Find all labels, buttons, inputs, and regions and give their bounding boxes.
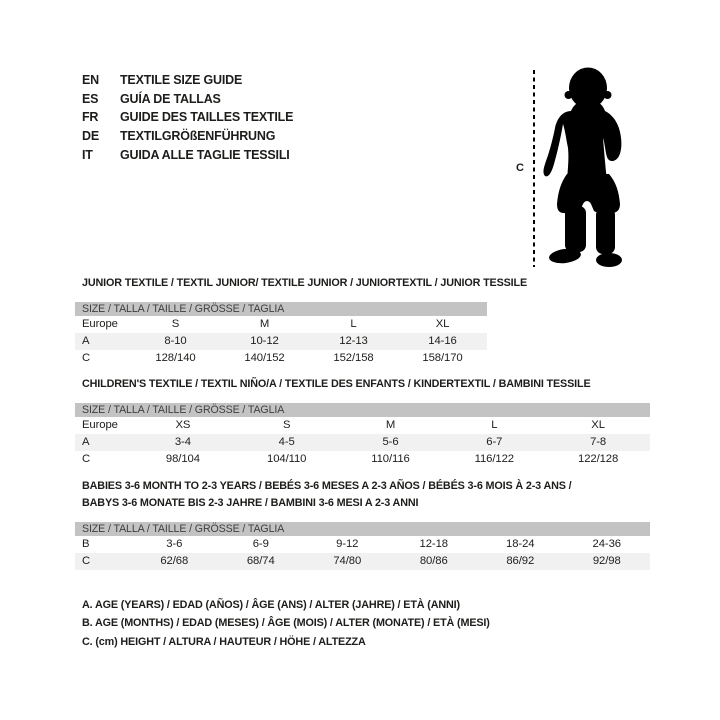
table-cell: 18-24 [506,538,535,550]
language-label: GUÍA DE TALLAS [120,91,221,106]
table-cell: 74/80 [333,555,362,567]
section-title-line1: BABIES 3-6 MONTH TO 2-3 YEARS / BEBÉS 3-6 MESES A 2-3 AÑOS / BÉBÉS 3-6 MOIS À 2-3 ANS / [82,480,572,492]
table-row [75,417,650,434]
footnote-line: A. AGE (YEARS) / EDAD (AÑOS) / ÂGE (ANS) / ALTER (JAHRE) / ETÀ (ANNI) [82,599,460,611]
language-row [82,71,293,90]
table-cell: S [282,419,291,431]
table-cell: S [171,318,180,330]
language-code: ES [82,91,99,106]
table-cell: XS [175,419,191,431]
table-cell: 128/140 [155,352,196,364]
language-list [82,71,293,165]
language-code: FR [82,110,99,125]
row-label: Europe [82,318,118,330]
table-cell: 86/92 [506,555,535,567]
table-header-bar: SIZE / TALLA / TAILLE / GRÖSSE / TAGLIA [75,403,650,417]
language-code: EN [82,73,99,87]
row-label: A [82,335,90,347]
table-cell: 7-8 [590,436,607,448]
table-row [75,553,650,570]
table-header-bar: SIZE / TALLA / TAILLE / GRÖSSE / TAGLIA [75,302,487,316]
junior-size-table [75,316,487,367]
row-label: A [82,436,90,448]
section-babies-textile [75,478,650,570]
table-cell: 12-13 [339,335,368,347]
row-label: C [82,352,91,364]
table-cell: 158/170 [422,352,463,364]
table-cell: 10-12 [250,335,279,347]
height-measure-line [533,70,535,267]
language-row [82,146,293,165]
table-header-bar: SIZE / TALLA / TAILLE / GRÖSSE / TAGLIA [75,522,650,536]
language-label: GUIDA ALLE TAGLIE TESSILI [120,147,290,162]
table-cell: XL [435,318,450,330]
table-cell: 80/86 [419,555,448,567]
toddler-silhouette-icon [541,66,633,270]
figure [515,64,650,276]
table-cell: 4-5 [278,436,295,448]
language-label: TEXTILGRÖßENFÜHRUNG [120,129,276,144]
table-cell: 3-6 [166,538,183,550]
table-row [75,350,487,367]
section-title-wrap [75,478,650,512]
table-cell: 140/152 [244,352,285,364]
row-label: C [82,453,91,465]
babies-size-table [75,536,650,570]
table-cell: 62/68 [160,555,189,567]
section-childrens-textile [75,377,650,468]
language-code: IT [82,147,93,162]
children-size-table [75,417,650,468]
table-cell: L [491,419,498,431]
table-cell: 110/116 [371,453,410,465]
footnote-line: B. AGE (MONTHS) / EDAD (MESES) / ÂGE (MOIS) / ALTER (MONATE) / ETÀ (MESI) [82,617,490,630]
table-cell: M [385,419,396,431]
table-cell: 24-36 [592,538,621,550]
row-label: C [82,555,91,567]
table-row [75,434,650,451]
language-row [82,90,293,109]
language-code: DE [82,129,99,144]
section-title: CHILDREN'S TEXTILE / TEXTIL NIÑO/A / TEXTILE DES ENFANTS / KINDERTEXTIL / BAMBINI TESSILE [82,378,591,390]
section-title-wrap [75,377,650,391]
section-title-line2: BABYS 3-6 MONATE BIS 2-3 JAHRE / BAMBINI 3-6 MESI A 2-3 ANNI [82,497,419,509]
table-cell: 68/74 [246,555,275,567]
footnote-line: C. (cm) HEIGHT / ALTURA / HAUTEUR / HÖHE / ALTEZZA [82,635,366,648]
table-cell: 6-9 [252,538,269,550]
table-row [75,451,650,468]
table-cell: 9-12 [336,538,359,550]
height-measure-label: C [516,162,524,174]
table-cell: 5-6 [382,436,399,448]
footnotes [82,596,490,651]
language-label: TEXTILE SIZE GUIDE [120,73,243,87]
table-cell: XL [591,419,605,431]
row-label: B [82,538,90,550]
table-cell: 8-10 [164,335,187,347]
language-row [82,108,293,127]
table-cell: 3-4 [174,436,191,448]
table-cell: L [350,318,357,330]
language-row [82,127,293,146]
table-cell: 122/128 [578,453,619,465]
language-label: GUIDE DES TAILLES TEXTILE [120,110,294,125]
row-label: Europe [82,419,118,431]
table-cell: 152/158 [333,352,374,364]
section-junior-textile [75,276,528,367]
table-row [75,316,487,333]
table-cell: 104/110 [267,453,307,465]
table-cell: 12-18 [419,538,448,550]
table-cell: 92/98 [592,555,621,567]
table-cell: M [259,318,270,330]
table-row [75,333,487,350]
table-cell: 98/104 [165,453,200,465]
table-row [75,536,650,553]
table-cell: 116/122 [474,453,514,465]
section-title: JUNIOR TEXTILE / TEXTIL JUNIOR/ TEXTILE JUNIOR / JUNIORTEXTIL / JUNIOR TESSILE [82,277,528,289]
table-cell: 6-7 [486,436,503,448]
table-cell: 14-16 [428,335,457,347]
section-title-wrap [75,276,528,290]
